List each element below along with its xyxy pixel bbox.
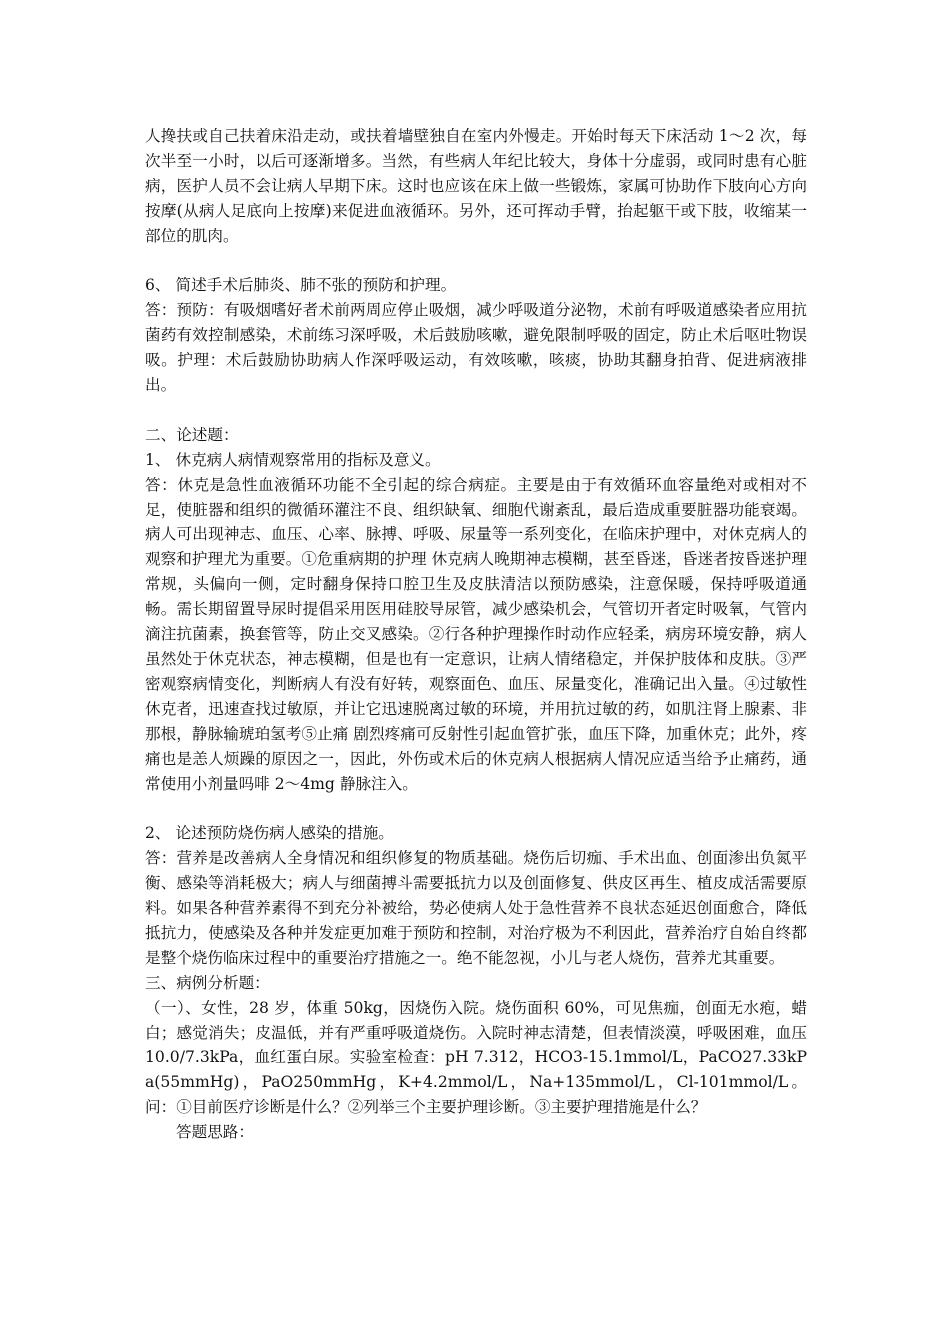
- essay-1-title: 1、 休克病人病情观察常用的指标及意义。: [145, 450, 441, 469]
- essay-1-answer: 答：休克是急性血液循环功能不全引起的综合病症。主要是由于有效循环血容量绝对或相对不足，使脏器和组织的微循环灌注不良、组织缺氧、细胞代谢紊乱，最后造成重要脏器功能衰竭。病人可出现神志、血压、心率、脉搏、呼吸、尿量等一系列变化，在临床护理中，对休克病人的观察和护理尤为重要。①危重病期的护理 休克病人晚期神志模糊，甚至昏迷，昏迷者按昏迷护理常规，头偏向一侧，定时翻身保持口腔卫生及皮肤清洁以预防感染，注意保暖，保持呼吸道通畅。需长期留置导尿时提倡采用医用硅胶导尿管，减少感染机会，气管切开者定时吸氧，气管内滴注抗菌素，换套管等，防止交叉感染。②行各种护理操作时动作应轻柔，病房环境安静，病人虽然处于休克状态，神志模糊，但是也有一定意识，让病人情绪稳定，并保护肢体和皮肤。③严密观察病情变化，判断病人有没有好转，观察面色、血压、尿量变化，准确记出入量。④过敏性休克者，迅速查找过敏原，并让它迅速脱离过敏的环境，并用抗过敏的药，如肌注肾上腺素、非那根，静脉输琥珀氢考⑤止痛 剧烈疼痛可反射性引起血管扩张，血压下降，加重休克；此外，疼痛也是恙人烦躁的原因之一，因此，外伤或术后的休克病人根据病人情况应适当给予止痛药，通常使用小剂量吗啡 2～4mg 静脉注入。: [145, 475, 807, 793]
- question-6-title: 6、 简述手术后肺炎、肺不张的预防和护理。: [145, 276, 457, 295]
- section-3-title: 三、病例分析题：: [145, 973, 270, 992]
- intro-paragraph: 人搀扶或自己扶着床沿走动，或扶着墙壁独自在室内外慢走。开始时每天下床活动 1～2 次，每次半至一小时，以后可逐渐增多。当然，有些病人年纪比较大，身体十分虚弱，或同时患有心脏病，医护人员不会让病人早期下床。这时也应该在床上做一些锻炼，家属可协助作下肢向心方向按摩(从病人足底向上按摩)来促进血液循环。另外，还可挥动手臂，抬起躯干或下肢，收缩某一部位的肌肉。: [145, 127, 807, 245]
- blank-line: [145, 796, 807, 821]
- blank-line: [145, 398, 807, 423]
- answer-idea-label: 答题思路：: [176, 1123, 254, 1142]
- case-1-text: （一）、女性，28 岁，体重 50kg，因烧伤入院。烧伤面积 60%，可见焦痂，创面无水疱，蜡白；感觉消失；皮温低，并有严重呼吸道烧伤。入院时神志清楚，但表情淡漠，呼吸困难，血压 10.0/7.3kPa，血红蛋白尿。实验室检查：pH 7.312，HCO3-15.1mmol/L，PaCO27.33kPa(55mmHg)，PaO250mmHg，K+4.2mmol/L，Na+135mmol/L，Cl-101mmol/L。问：①目前医疗诊断是什么？②列举三个主要护理诊断。③主要护理措施是什么？: [145, 998, 807, 1117]
- section-2-title: 二、论述题：: [145, 425, 239, 444]
- question-6-answer: 答：预防：有吸烟嗜好者术前两周应停止吸烟，减少呼吸道分泌物，术前有呼吸道感染者应用抗菌药有效控制感染，术前练习深呼吸，术后鼓励咳嗽，避免限制呼吸的固定，防止术后呕吐物误吸。护理：术后鼓励协助病人作深呼吸运动，有效咳嗽，咳痰，协助其翻身拍背、促进病液排出。: [145, 301, 807, 395]
- document-page: [145, 124, 807, 1145]
- blank-line: [145, 249, 807, 274]
- essay-2-title: 2、 论述预防烧伤病人感染的措施。: [145, 824, 394, 843]
- essay-2-answer: 答：营养是改善病人全身情况和组织修复的物质基础。烧伤后切痂、手术出血、创面渗出负氮平衡、感染等消耗极大；病人与细菌搏斗需要抵抗力以及创面修复、供皮区再生、植皮成活需要原料。如果各种营养素得不到充分补被给，势必使病人处于急性营养不良状态延迟创面愈合，降低抵抗力，使感染及各种并发症更加难于预防和控制，对治疗极为不利因此，营养治疗自始自终都是整个烧伤临床过程中的重要治疗措施之一。绝不能忽视，小儿与老人烧伤，营养尤其重要。: [145, 849, 807, 967]
